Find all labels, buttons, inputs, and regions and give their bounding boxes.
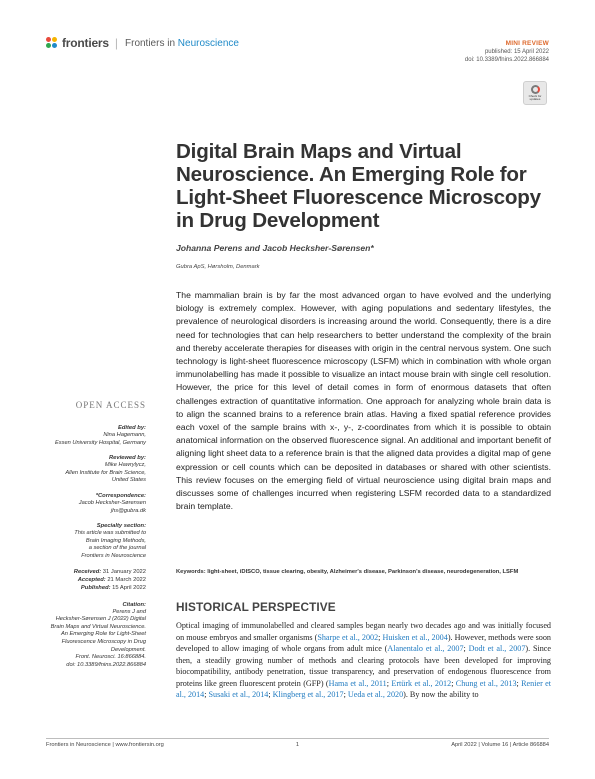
reviewed-by: [40, 454, 146, 485]
body-text-run: Optical imaging of immunolabelled and cleared samples began nearly two decades ago and was initially focused on mouse embryos and smaller organisms (: [176, 621, 551, 642]
footer-journal-link[interactable]: Frontiers in Neuroscience | www.frontiersin.org: [46, 742, 164, 748]
citation-label: Citation:: [122, 601, 146, 608]
article-dates: [40, 568, 146, 592]
body-text-run: ;: [386, 678, 392, 688]
sidebar-line: Brain Imaging Methods,: [85, 537, 146, 544]
sidebar-line: Essen University Hospital, Germany: [54, 439, 146, 446]
body-text-run: ;: [268, 690, 273, 699]
body-text-run: ). However, methods were soon developed to allow imaging of whole organs from adult mice (: [176, 632, 551, 653]
accepted-date: [40, 576, 146, 584]
correspondence-label: *Correspondence:: [95, 492, 146, 499]
published-date-sidebar: [40, 584, 146, 592]
article-title: Digital Brain Maps and Virtual Neuroscience. An Emerging Role for Light-Sheet Fluorescence Microscopy in Drug Development: [176, 140, 541, 232]
body-text-run: ;: [204, 690, 209, 699]
footer-divider: [46, 738, 549, 739]
correspondence-email[interactable]: jhs@gubra.dk: [110, 507, 146, 514]
body-text-run: ). By now the ability to: [403, 690, 479, 699]
open-access-label: OPEN ACCESS: [75, 400, 146, 410]
frontiers-logo-icon: [46, 37, 58, 49]
body-text: [176, 620, 551, 701]
journal-accent: Neuroscience: [177, 37, 239, 49]
journal-name[interactable]: [125, 38, 239, 49]
abstract: The mammalian brain is by far the most advanced organ to have evolved and the underlying biology is extremely complex. However, with aging populations and sedentary lifestyles, the prevalence of neurological disorders is increasing around the world. Consequently, there is a dire need for technologies that can help researchers to better understand the complexity of the brain and thereby accelerate therapies for diseases with origin in the central nervous system. One such technology is light-sheet fluorescence microscopy (LSFM) which in combination with whole organ immunolabelling has made it possible to visualize an intact mouse brain with single cell resolution. However, the price for this level of detail comes in form of enormous datasets that often challenges extraction of quantitative information. One approach for analyzing whole brain data is to align the scanned brains to a reference brain atlas. Having a fixed spatial reference provides each voxel of the sample brains with x-, y-, z-coordinates from which it is possible to obtain anatomical information on the observed fluorescence signal. An additional and important benefit of aligning light sheet data to a reference brain is that the aligned data provides a digital map of gene expression or cell counts which can be deposited in databases or shared with other scientists. This review focuses on the emerging field of virtual neuroscience using digital brain maps and discusses some of challenges incurred when registering LSFM recorded data to a standardized brain template.: [176, 290, 551, 512]
keywords: Keywords: light-sheet, iDISCO, tissue clearing, obesity, Alzheimer's disease, Parkinson's disease, neurodegeneration, LSFM: [176, 569, 519, 575]
sidebar-line: Development.: [110, 646, 146, 653]
doi[interactable]: doi: 10.3389/fnins.2022.866884: [464, 57, 549, 63]
section-heading: HISTORICAL PERSPECTIVE: [176, 600, 336, 614]
sidebar-line: Frontiers in Neuroscience: [81, 552, 146, 559]
sidebar-line: United States: [111, 477, 146, 484]
citation-link[interactable]: Susaki et al., 2014: [208, 690, 269, 699]
citation-link[interactable]: Ertürk et al., 2012: [391, 678, 452, 688]
page-footer: [46, 742, 549, 752]
received-label: Received:: [73, 568, 102, 575]
specialty-label: Specialty section:: [96, 523, 146, 530]
check-updates-label: Check for updates: [528, 93, 542, 101]
sidebar-line: Nina Hagemann,: [103, 432, 146, 438]
specialty-section: [40, 522, 146, 560]
edited-by-label: Edited by:: [117, 425, 146, 431]
citation-link[interactable]: Huisken et al., 2004: [382, 632, 448, 642]
article-sidebar: [40, 400, 146, 676]
body-text-run: ;: [451, 678, 456, 688]
affiliation: Gubra ApS, Hørsholm, Denmark: [176, 264, 260, 270]
sidebar-line: This article was submitted to: [74, 530, 146, 537]
citation-link[interactable]: Chung et al., 2013: [455, 678, 517, 688]
frontiers-logo[interactable]: [46, 36, 239, 50]
body-text-run: ;: [343, 690, 348, 699]
article-meta: [465, 40, 549, 64]
citation-link[interactable]: Alanentalo et al., 2007: [387, 644, 464, 653]
sidebar-line: Perens J and: [112, 608, 146, 615]
logo-text: frontiers: [62, 36, 109, 50]
citation-doi[interactable]: doi: 10.3389/fnins.2022.866884: [66, 661, 146, 668]
page-header: [46, 36, 549, 63]
page-number: 1: [295, 742, 300, 748]
article-type: MINI REVIEW: [505, 40, 549, 47]
received-date: [40, 568, 146, 576]
accepted-label: Accepted:: [77, 576, 106, 583]
authors: Johanna Perens and Jacob Hecksher-Sørensen*: [176, 243, 374, 253]
citation-link[interactable]: Ueda et al., 2020: [347, 690, 404, 699]
journal-prefix: Frontiers in: [125, 37, 178, 49]
accepted-value: 21 March 2022: [105, 576, 146, 583]
sidebar-line: An Emerging Role for Light-Sheet: [60, 631, 146, 638]
body-text-run: ). Since then, a steadily growing number of methods and clearing protocols have been developed for improving biocompatibility, antibody penetration, tissue transparency, and preservation of endogenous fluorescence from proteins like green fluorescent protein (GFP) (: [176, 644, 552, 688]
footer-issue-info: April 2022 | Volume 16 | Article 866884: [451, 742, 549, 748]
body-text-run: ;: [463, 644, 469, 653]
sidebar-line: Hecksher-Sørensen J (2022) Digital: [55, 616, 146, 623]
sidebar-line: Fluorescence Microscopy in Drug: [61, 638, 146, 645]
body-text-run: ;: [378, 632, 383, 642]
check-updates-icon: [531, 85, 540, 94]
received-value: 31 January 2022: [101, 568, 146, 575]
sidebar-line: Allen Institute for Brain Science,: [65, 469, 146, 476]
sidebar-line: Jacob Hecksher-Sørensen: [78, 499, 146, 506]
body-text-run: ;: [516, 678, 522, 688]
correspondence: [40, 492, 146, 515]
citation-link[interactable]: Sharpe et al., 2002: [317, 632, 379, 642]
citation-link[interactable]: Dodt et al., 2007: [468, 644, 526, 653]
check-for-updates-button[interactable]: [523, 81, 547, 105]
sidebar-line: a section of the journal: [88, 545, 146, 552]
citation-link[interactable]: Hama et al., 2011: [328, 678, 387, 688]
published-label: Published:: [80, 584, 111, 591]
sidebar-line: Mike Hawrylycz,: [104, 462, 146, 469]
citation-link[interactable]: Renier et al., 2014: [176, 678, 552, 699]
citation: [40, 601, 146, 670]
logo-separator: |: [114, 36, 118, 50]
sidebar-line: Front. Neurosci. 16:866884.: [75, 654, 146, 661]
edited-by: [40, 424, 146, 447]
reviewed-by-label: Reviewed by:: [108, 455, 146, 462]
published-value: 15 April 2022: [110, 584, 146, 591]
published-date: published: 15 April 2022: [484, 49, 549, 55]
citation-link[interactable]: Klingberg et al., 2017: [272, 690, 344, 699]
sidebar-line: Brain Maps and Virtual Neuroscience.: [50, 623, 146, 630]
